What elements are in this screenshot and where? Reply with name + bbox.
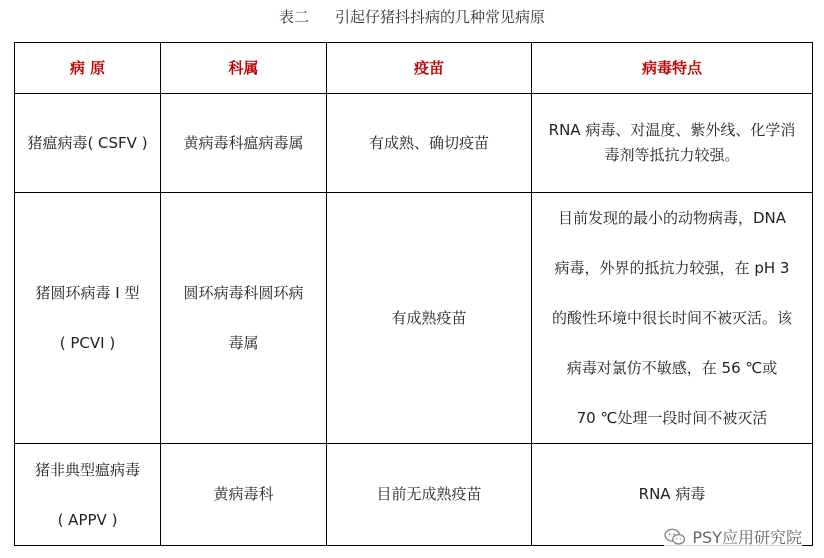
cell-line: 圆环病毒科圆环病 xyxy=(183,284,304,302)
header-family: 科属 xyxy=(161,43,327,94)
cell-pathogen xyxy=(15,444,161,546)
cell-line: 病毒，外界的抵抗力较强，在 pH 3 xyxy=(554,259,790,277)
cell-line: 毒属 xyxy=(228,334,259,352)
cell-traits xyxy=(532,193,813,444)
table-row xyxy=(15,193,813,444)
cell-vaccine: 有成熟、确切疫苗 xyxy=(327,94,532,193)
cell-pathogen xyxy=(15,193,161,444)
cell-line: RNA 病毒、对温度、紫外线、化学消 xyxy=(548,121,796,139)
header-traits: 病毒特点 xyxy=(532,43,813,94)
cell-line: 病毒对氯仿不敏感，在 56 ℃或 xyxy=(566,359,778,377)
cell-line: 猪瘟病毒( CSFV ) xyxy=(27,133,148,152)
cell-pathogen xyxy=(15,94,161,193)
cell-line: 猪圆环病毒 I 型 xyxy=(35,284,140,302)
pathogen-table xyxy=(14,42,813,546)
cell-line: 猪非典型瘟病毒 xyxy=(34,460,140,479)
header-vaccine: 疫苗 xyxy=(327,43,532,94)
watermark xyxy=(664,525,802,548)
header-row xyxy=(15,43,813,94)
table-caption xyxy=(0,6,824,27)
cell-line: RNA 病毒 xyxy=(638,485,706,503)
caption-title: 引起仔猪抖抖病的几种常见病原 xyxy=(335,8,546,26)
caption-label: 表二 xyxy=(278,8,309,26)
cell-line: 目前发现的最小的动物病毒，DNA xyxy=(557,209,787,227)
cell-line: 黄病毒科 xyxy=(213,485,274,503)
cell-line: 的酸性环境中很长时间不被灭活。该 xyxy=(551,309,792,327)
cell-line: 毒剂等抵抗力较强。 xyxy=(604,146,740,164)
cell-family xyxy=(161,94,327,193)
cell-vaccine: 有成熟疫苗 xyxy=(327,193,532,444)
table-row xyxy=(15,94,813,193)
cell-family xyxy=(161,193,327,444)
cell-line: ( PCVI ) xyxy=(59,334,116,352)
cell-vaccine: 目前无成熟疫苗 xyxy=(327,444,532,546)
cell-family xyxy=(161,444,327,546)
cell-line: 70 ℃处理一段时间不被灭活 xyxy=(576,409,768,427)
cell-line: 黄病毒科瘟病毒属 xyxy=(183,133,304,152)
cell-line: ( APPV ) xyxy=(57,510,118,529)
wechat-icon xyxy=(664,528,686,546)
header-pathogen: 病 原 xyxy=(15,43,161,94)
cell-traits xyxy=(532,94,813,193)
watermark-text: PSY应用研究院 xyxy=(692,528,802,547)
